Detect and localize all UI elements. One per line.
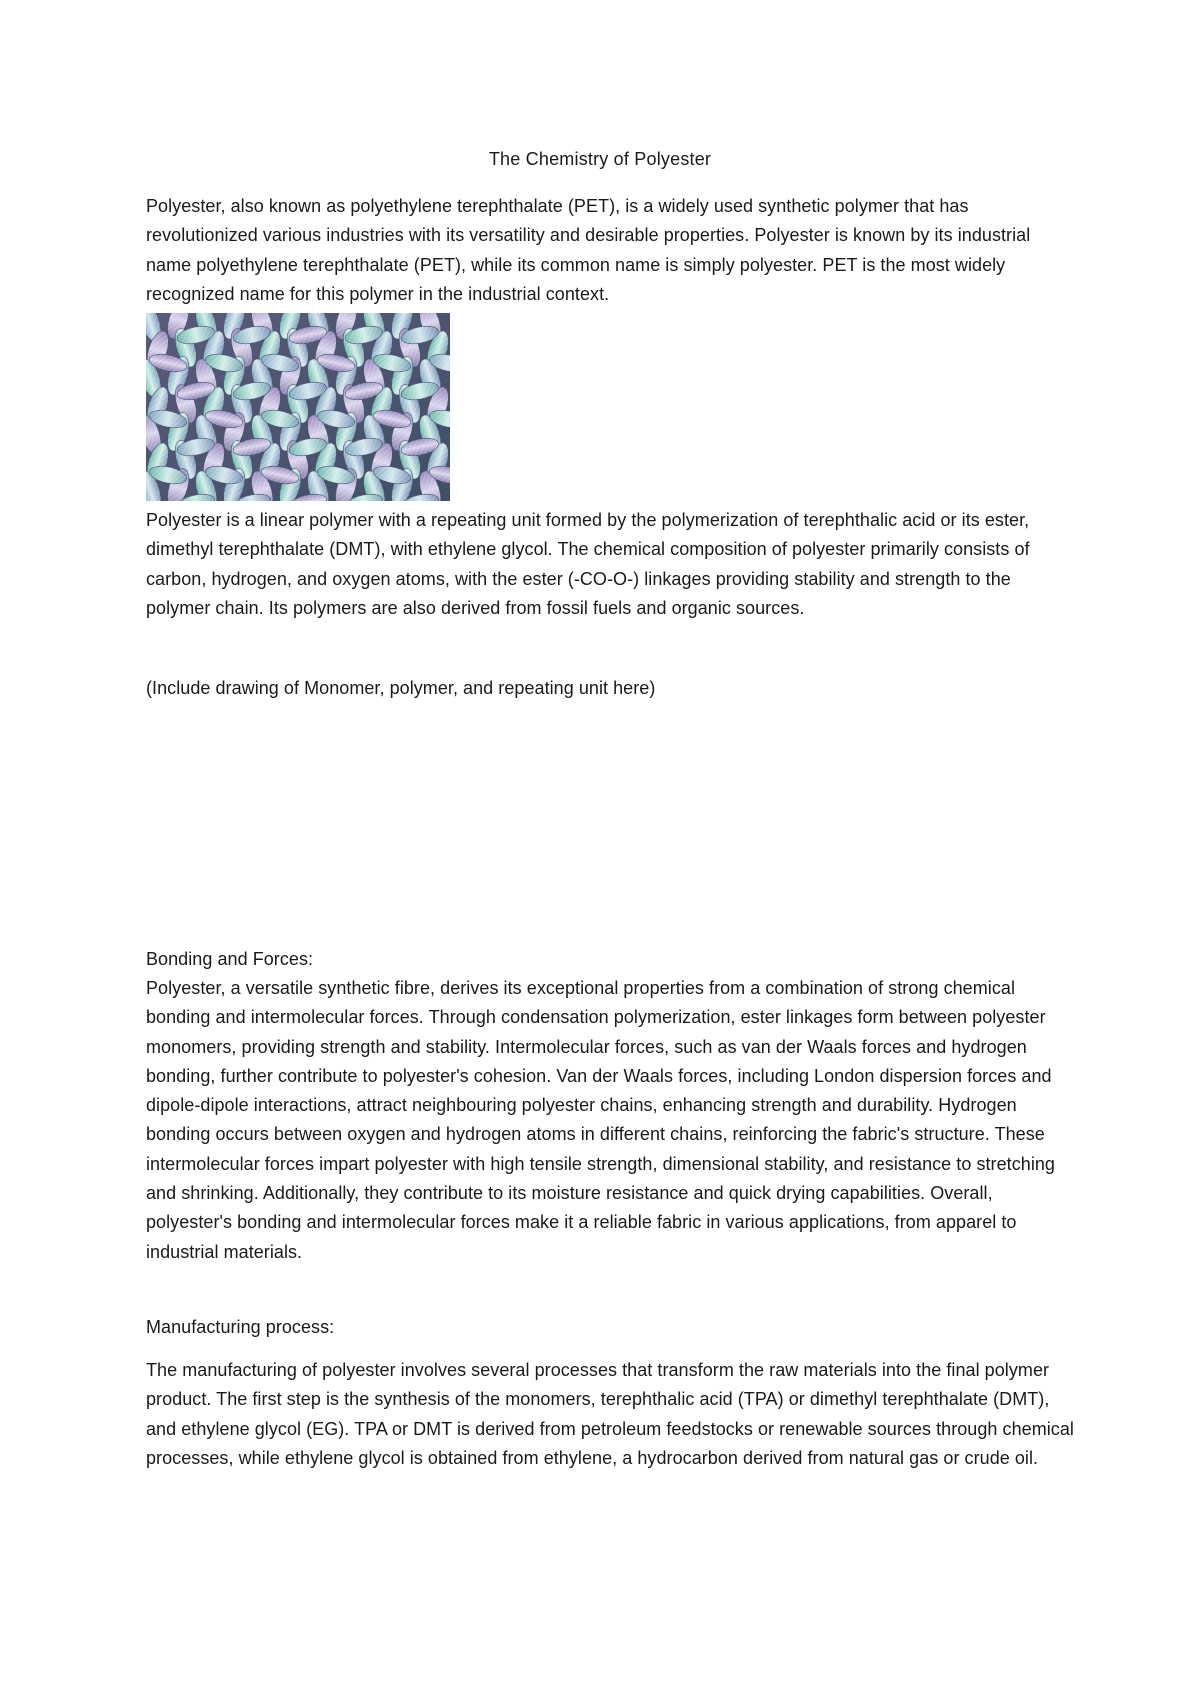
manufacturing-paragraph: The manufacturing of polyester involves several processes that transform the raw materials into the final polymer product. The first step is the synthesis of the monomers, terephthalic acid (TPA) or dimethyl terephthalate (DMT), and ethylene glycol (EG). TPA or DMT is derived from petroleum feedstocks or renewable sources through chemical processes, while ethylene glycol is obtained from ethylene, a hydrocarbon derived from natural gas or crude oil. (146, 1360, 1074, 1468)
intro-paragraph: Polyester, also known as polyethylene terephthalate (PET), is a widely used synthetic polymer that has revolutionized various industries with its versatility and desirable properties. Polyester is known by its industrial name polyethylene terephthalate (PET), while its common name is simply polyester. PET is the most widely recognized name for this polymer in the industrial context. (146, 196, 1031, 304)
document-title: The Chemistry of Polyester (488, 149, 712, 169)
drawing-placeholder-note: (Include drawing of Monomer, polymer, and repeating unit here) (146, 678, 656, 698)
bonding-paragraph: Polyester, a versatile synthetic fibre, derives its exceptional properties from a combination of strong chemical bonding and intermolecular forces. Through condensation polymerization, ester linkages form between polyester monomers, providing strength and stability. Intermolecular forces, such as van der Waals forces and hydrogen bonding, further contribute to polyester's cohesion. Van der Waals forces, including London dispersion forces and dipole-dipole interactions, attract neighbouring polyester chains, enhancing strength and durability. Hydrogen bonding occurs between oxygen and hydrogen atoms in different chains, reinforcing the fabric's structure. These intermolecular forces impart polyester with high tensile strength, dimensional stability, and resistance to stretching and shrinking. Additionally, they contribute to its moisture resistance and quick drying capabilities. Overall, polyester's bonding and intermolecular forces make it a reliable fabric in various applications, from apparel to industrial materials. (146, 978, 1055, 1262)
polyester-fiber-image (146, 313, 450, 501)
manufacturing-heading: Manufacturing process: (146, 1317, 335, 1337)
composition-paragraph: Polyester is a linear polymer with a repeating unit formed by the polymerization of terephthalic acid or its ester, dimethyl terephthalate (DMT), with ethylene glycol. The chemical composition of polyester primarily consists of carbon, hydrogen, and oxygen atoms, with the ester (-CO-O-) linkages providing stability and strength to the polymer chain. Its polymers are also derived from fossil fuels and organic sources. (146, 510, 1030, 618)
bonding-heading: Bonding and Forces: (146, 949, 314, 969)
